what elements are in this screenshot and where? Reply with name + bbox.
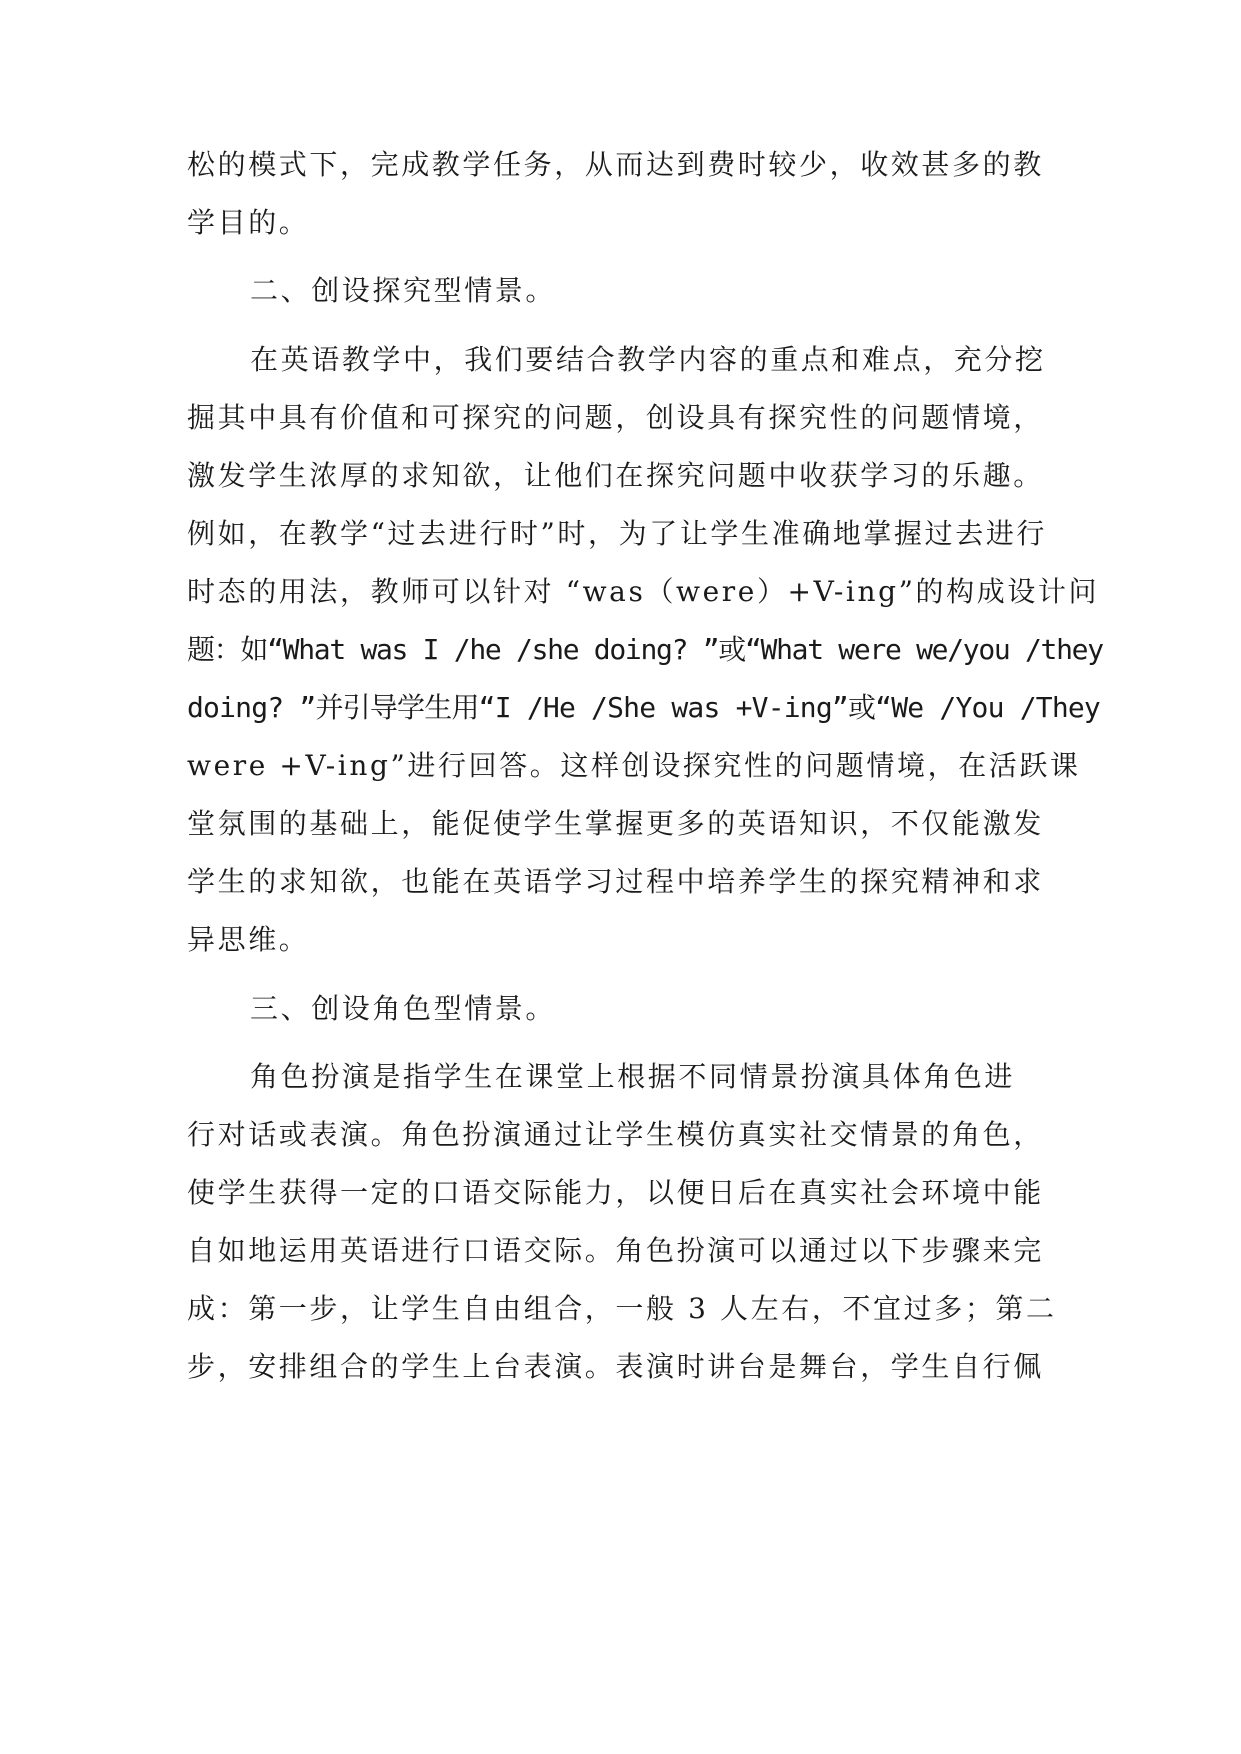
body-text-line: 在英语教学中，我们要结合教学内容的重点和难点，充分挖 — [250, 343, 1046, 376]
body-text-line: 掘其中具有价值和可探究的问题，创设具有探究性的问题情境， — [187, 401, 1044, 434]
body-text-line: 时态的用法，教师可以针对 “was（were）+V-ing”的构成设计问 — [187, 575, 1100, 608]
body-text-line: 角色扮演是指学生在课堂上根据不同情景扮演具体角色进 — [250, 1060, 1016, 1093]
section-heading: 三、创设角色型情景。 — [250, 992, 557, 1025]
body-text-line: 学生的求知欲，也能在英语学习过程中培养学生的探究精神和求 — [187, 865, 1044, 898]
body-text-line: were +V-ing”进行回答。这样创设探究性的问题情境，在活跃课 — [187, 749, 1081, 782]
body-text-line: 成：第一步，让学生自由组合，一般 3 人左右，不宜过多；第二 — [187, 1292, 1057, 1325]
body-text-line: doing? ”并引导学生用“I /He /She was +V-ing”或“We /You /They — [187, 691, 1100, 724]
body-text-line: 题：如“What was I /he /she doing? ”或“What were we/you /they — [187, 633, 1103, 666]
section-heading: 二、创设探究型情景。 — [250, 274, 557, 307]
body-text-line: 学目的。 — [187, 206, 310, 239]
body-text-line: 例如，在教学“过去进行时”时，为了让学生准确地掌握过去进行 — [187, 517, 1048, 550]
body-text-line: 激发学生浓厚的求知欲，让他们在探究问题中收获学习的乐趣。 — [187, 459, 1044, 492]
body-text-line: 行对话或表演。角色扮演通过让学生模仿真实社交情景的角色， — [187, 1118, 1044, 1151]
body-text-line: 步，安排组合的学生上台表演。表演时讲台是舞台，学生自行佩 — [187, 1350, 1044, 1383]
body-text-line: 松的模式下，完成教学任务，从而达到费时较少，收效甚多的教 — [187, 148, 1044, 181]
body-text-line: 异思维。 — [187, 923, 310, 956]
body-text-line: 堂氛围的基础上，能促使学生掌握更多的英语知识，不仅能激发 — [187, 807, 1044, 840]
body-text-line: 使学生获得一定的口语交际能力，以便日后在真实社会环境中能 — [187, 1176, 1044, 1209]
body-text-line: 自如地运用英语进行口语交际。角色扮演可以通过以下步骤来完 — [187, 1234, 1044, 1267]
